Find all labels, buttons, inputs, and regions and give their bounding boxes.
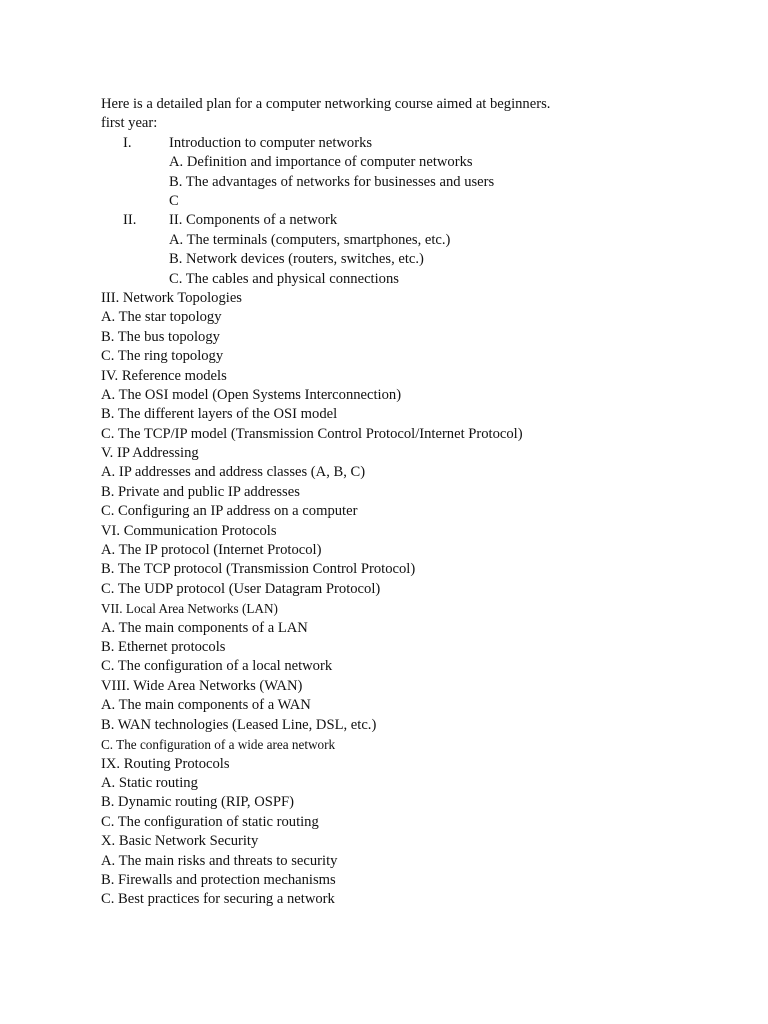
section-title: V. IP Addressing (101, 445, 199, 461)
section-title: VII. Local Area Networks (LAN) (101, 601, 278, 616)
section-2-item: B. Network devices (routers, switches, etc.) (169, 251, 424, 267)
section-item: A. IP addresses and address classes (A, B, C) (101, 464, 366, 480)
section-1-item: A. Definition and importance of computer networks (169, 154, 473, 170)
section-item: C. The TCP/IP model (Transmission Control Protocol/Internet Protocol) (101, 426, 523, 442)
section-title: IV. Reference models (101, 368, 227, 384)
section-item: C. The UDP protocol (User Datagram Protocol) (101, 581, 381, 597)
section-title: IX. Routing Protocols (101, 756, 230, 772)
section-item: A. The main risks and threats to security (101, 853, 338, 869)
section-title: III. Network Topologies (101, 290, 242, 306)
section-title: X. Basic Network Security (101, 833, 259, 849)
section-title: VIII. Wide Area Networks (WAN) (101, 678, 303, 694)
section-item: B. Ethernet protocols (101, 639, 226, 655)
section-item: B. WAN technologies (Leased Line, DSL, etc.) (101, 717, 377, 733)
section-item: C. The configuration of static routing (101, 814, 319, 830)
section-1-numeral: I. (123, 135, 132, 151)
section-item: C. The ring topology (101, 348, 224, 364)
section-item: B. The TCP protocol (Transmission Control Protocol) (101, 561, 416, 577)
section-item: A. The star topology (101, 309, 222, 325)
section-item: C. Best practices for securing a network (101, 891, 335, 907)
section-2-numeral: II. (123, 212, 137, 228)
section-2-item: C. The cables and physical connections (169, 271, 399, 287)
section-item: A. The main components of a LAN (101, 620, 308, 636)
intro-text: Here is a detailed plan for a computer networking course aimed at beginners. (101, 96, 551, 112)
section-2-title: II. Components of a network (169, 212, 338, 228)
section-2-item: A. The terminals (computers, smartphones, etc.) (169, 232, 451, 248)
section-item: C. Configuring an IP address on a computer (101, 503, 358, 519)
section-1-item: B. The advantages of networks for businesses and users (169, 174, 495, 190)
section-item: C. The configuration of a wide area network (101, 737, 336, 752)
section-item: A. Static routing (101, 775, 198, 791)
section-item: B. The different layers of the OSI model (101, 406, 338, 422)
section-item: C. The configuration of a local network (101, 658, 333, 674)
section-item: A. The main components of a WAN (101, 697, 311, 713)
section-1-item: C (169, 193, 179, 209)
section-title: VI. Communication Protocols (101, 523, 277, 539)
first-year-label: first year: (101, 115, 158, 131)
section-item: A. The OSI model (Open Systems Interconnection) (101, 387, 402, 403)
section-item: B. Firewalls and protection mechanisms (101, 872, 336, 888)
section-1-title: Introduction to computer networks (169, 135, 373, 151)
section-item: A. The IP protocol (Internet Protocol) (101, 542, 322, 558)
section-item: B. The bus topology (101, 329, 220, 345)
section-item: B. Private and public IP addresses (101, 484, 300, 500)
section-item: B. Dynamic routing (RIP, OSPF) (101, 794, 294, 810)
